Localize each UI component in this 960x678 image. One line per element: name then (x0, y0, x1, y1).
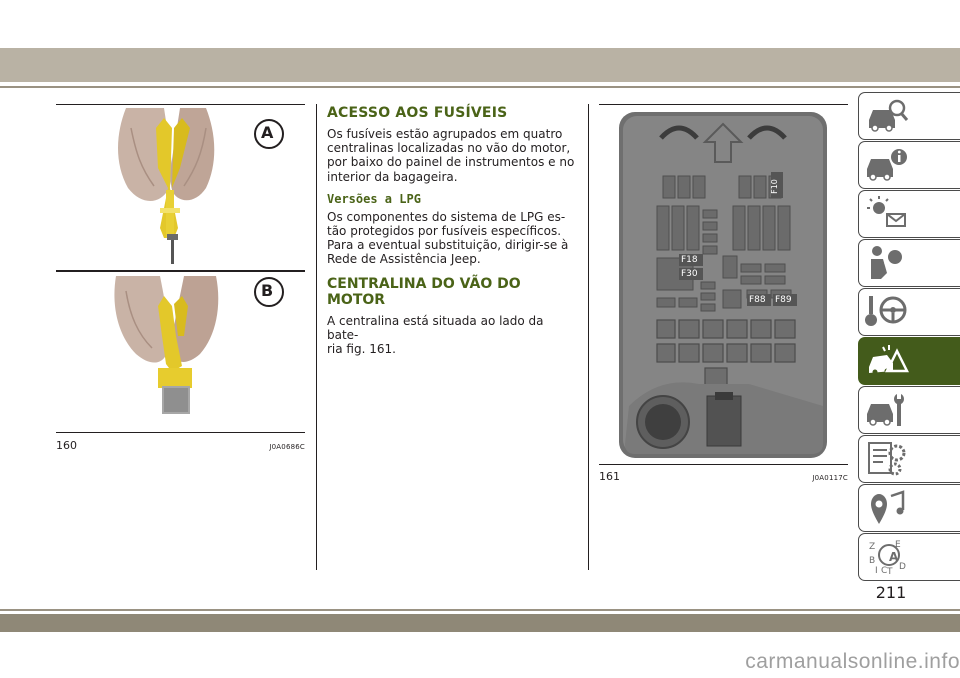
media-nav-icon (865, 488, 909, 528)
figure-code: J0A0686C (269, 443, 305, 451)
subheading-lpg: Versões a LPG (327, 191, 421, 206)
section-heading: ACESSO AOS FUSÍVEIS (327, 105, 508, 121)
label-a: A (261, 123, 274, 142)
fuse-puller-photo-b (56, 276, 305, 426)
nav-tab-index[interactable] (858, 533, 960, 581)
figure-161 (599, 104, 848, 484)
nav-tab-dashboard[interactable] (858, 92, 960, 140)
alphabetical-index-icon (865, 537, 909, 577)
car-info-icon (865, 145, 909, 185)
index-letter-e: E (895, 540, 901, 550)
index-letter-a: A (889, 550, 899, 564)
document-gear-icon (865, 439, 909, 479)
figure-bottom-rule (599, 464, 848, 465)
figure-top-rule (56, 104, 305, 105)
index-letter-d: D (899, 562, 906, 572)
text-column (327, 104, 577, 356)
fuse-puller-photo-a (56, 108, 305, 268)
header-rule (0, 86, 960, 88)
paragraph-engine-bay: A centralina está situada ao lado da bate- ria fig. 161. (327, 313, 544, 357)
person-airbag-icon (865, 243, 909, 283)
figure-number: 160 (56, 439, 77, 452)
index-letter-i: I (875, 566, 878, 576)
column-rule-right (588, 104, 589, 570)
figure-160 (56, 104, 305, 458)
fuse-box-illustration (599, 106, 848, 466)
index-letter-z: Z (869, 542, 876, 552)
key-steering-wheel-icon (865, 292, 909, 332)
index-letter-c: C (881, 566, 888, 576)
fuse-label-f88: F88 (749, 295, 766, 305)
watermark: carmanualsonline.info (745, 650, 960, 673)
index-letter-b: B (869, 556, 876, 566)
figure-bottom-rule (56, 432, 305, 433)
nav-tab-warnings[interactable] (858, 190, 960, 238)
column-rule-left (316, 104, 317, 570)
warning-lights-message-icon (865, 194, 909, 234)
nav-tab-info[interactable] (858, 141, 960, 189)
page-number: 211 (875, 583, 907, 602)
label-b: B (261, 281, 274, 300)
nav-tab-emergency[interactable] (858, 337, 960, 385)
fuse-label-f89: F89 (775, 295, 792, 305)
nav-tab-servicing[interactable] (858, 386, 960, 434)
car-breakdown-warning-icon (865, 341, 909, 381)
footer-band (0, 614, 960, 632)
figure-number: 161 (599, 470, 620, 483)
section-heading-engine-bay: CENTRALINA DO VÃO DO MOTOR (327, 275, 521, 308)
fuse-label-f18: F18 (681, 255, 698, 265)
index-letter-t: T (887, 567, 893, 577)
fuse-label-f30: F30 (681, 269, 698, 279)
car-search-icon (865, 96, 909, 136)
header-band (0, 48, 960, 82)
figure-code: J0A0117C (812, 474, 848, 482)
figure-divider (56, 270, 305, 272)
fuse-label-f10: F10 (769, 179, 779, 194)
nav-tab-multimedia[interactable] (858, 484, 960, 532)
car-wrench-icon (865, 390, 909, 430)
paragraph-fuse-locations: Os fusíveis estão agrupados em quatro centralinas localizadas no vão do motor, por baixo do painel de instrumentos e no interior da bagageira. (327, 127, 575, 184)
paragraph-lpg: Os componentes do sistema de LPG es- tão protegidos por fusíveis específicos. Para a eventual substituição, dirigir-se à Rede de Assistência Jeep. (327, 209, 569, 267)
nav-tab-safety[interactable] (858, 239, 960, 287)
figure-top-rule (599, 104, 848, 105)
footer-rule (0, 609, 960, 611)
nav-tab-technical-data[interactable] (858, 435, 960, 483)
nav-tab-start-driving[interactable] (858, 288, 960, 336)
